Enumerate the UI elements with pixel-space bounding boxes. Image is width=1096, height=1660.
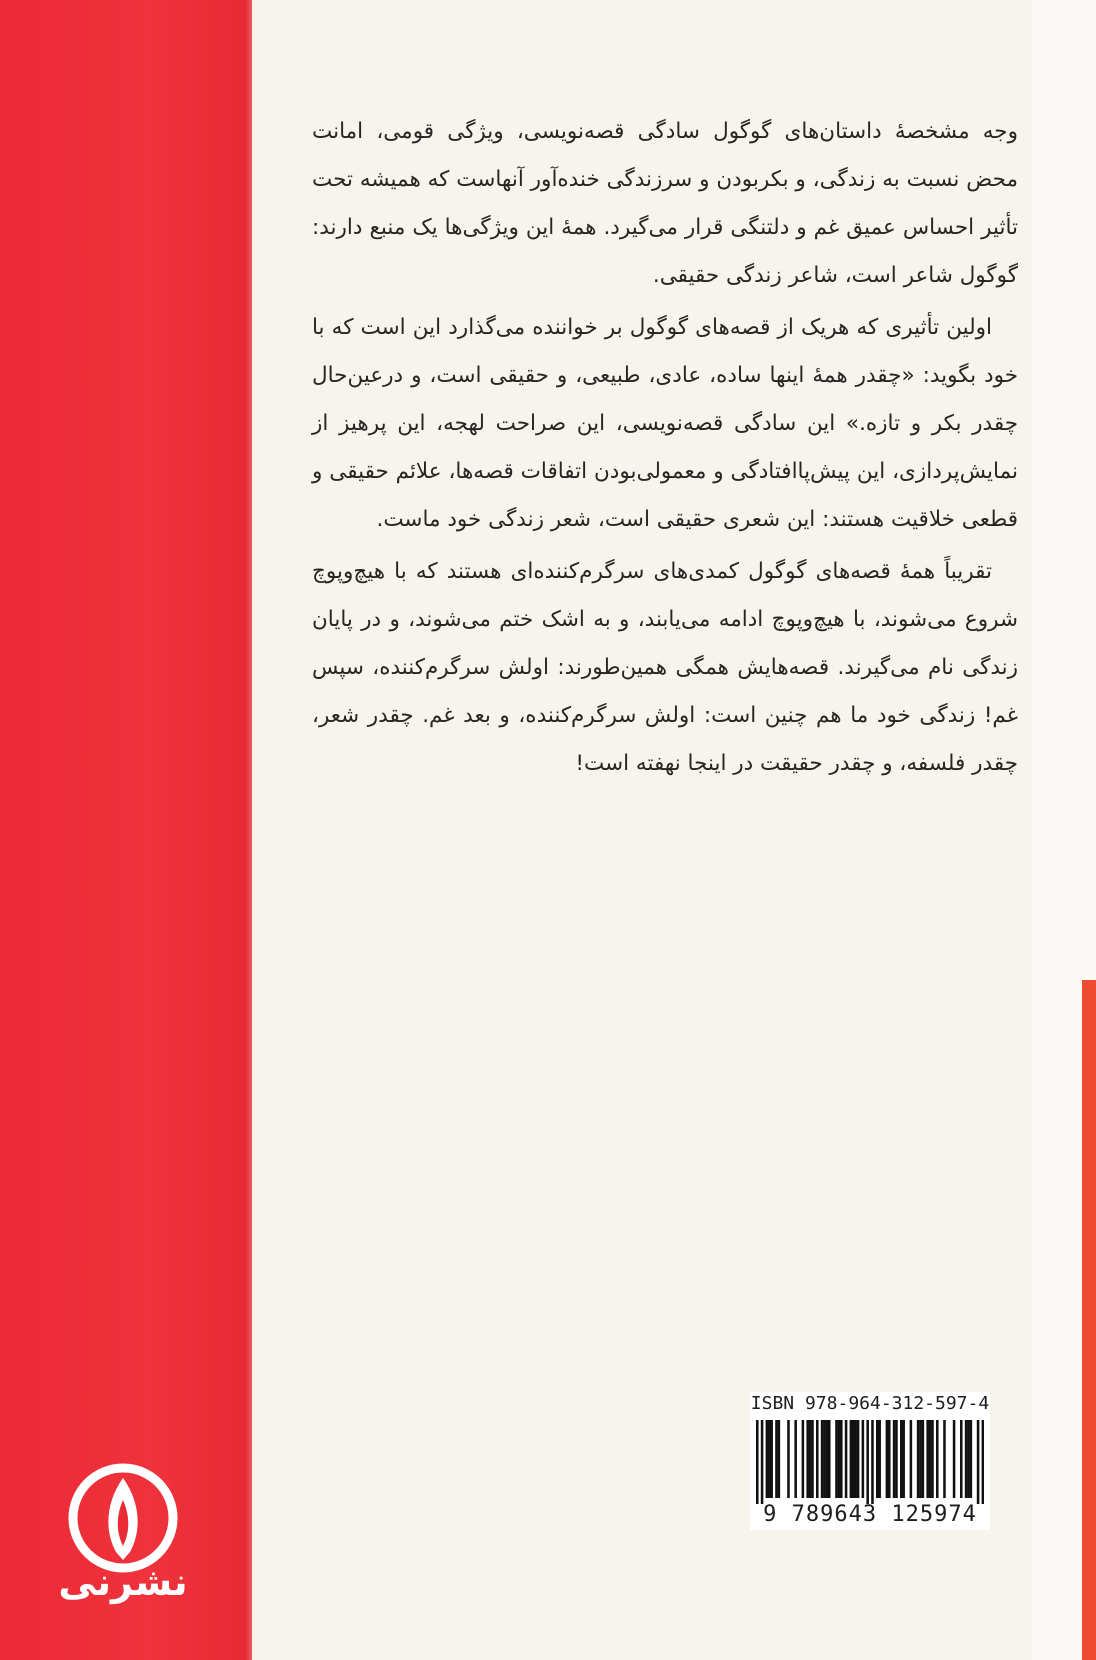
barcode-bar bbox=[854, 1420, 857, 1498]
barcode-bar bbox=[902, 1420, 905, 1498]
barcode-bar bbox=[922, 1420, 925, 1498]
barcode-bar bbox=[929, 1420, 932, 1498]
barcode-bar bbox=[756, 1420, 759, 1504]
barcode-bar bbox=[768, 1420, 771, 1498]
barcode-bar bbox=[919, 1420, 922, 1498]
barcode-bar bbox=[926, 1420, 929, 1498]
barcode-bar bbox=[775, 1420, 778, 1498]
barcode-bar bbox=[878, 1420, 881, 1498]
barcode-bar bbox=[917, 1420, 920, 1498]
barcode-bar bbox=[766, 1420, 769, 1498]
barcode-bar bbox=[850, 1420, 853, 1498]
barcode-bar bbox=[895, 1420, 898, 1498]
blurb-paragraph-2: اولین تأثیری که هریک از قصه‌های گوگول بر خواننده می‌گذارد این است که با خود بگوید: «چقدر همهٔ اینها ساده، عادی، طبیعی، و حقیقی است، و درعین‌حال چقدر بکر و تازه.» این سادگی قصه‌نویسی، این صراحت لهجه، این پرهیز از نمایش‌پردازی، این پیش‌پاافتادگی و معمولی‌بودن اتفاقات قصه‌ها، علائم حقیقی و قطعی خلاقیت هستند: این شعری حقیقی است، شعر زندگی خود ماست. bbox=[312, 315, 1018, 532]
barcode-bar bbox=[806, 1420, 809, 1498]
barcode-bar bbox=[871, 1420, 874, 1504]
barcode-bar bbox=[794, 1420, 797, 1498]
blurb-text bbox=[312, 108, 1018, 792]
barcode-bar bbox=[840, 1420, 843, 1498]
barcode-bar bbox=[823, 1420, 826, 1498]
barcode-bar bbox=[761, 1420, 764, 1504]
barcode-bar bbox=[770, 1420, 773, 1498]
barcode-bar bbox=[888, 1420, 891, 1498]
barcode-bar bbox=[977, 1420, 980, 1504]
barcode-bar bbox=[886, 1420, 889, 1498]
blurb-paragraph-3: تقریباً همهٔ قصه‌های گوگول کمدی‌های سرگرم‌کننده‌ای هستند که با هیچ‌وپوچ شروع می‌شوند، با هیچ‌وپوچ ادامه می‌یابند، و به اشک ختم می‌شوند، و در پایان زندگی نام می‌گیرند. قصه‌هایش همگی همین‌طورند: اولش سرگرم‌کننده، سپس غم! زندگی خود ما هم چنین است: اولش سرگرم‌کننده، و بعد غم. چقدر شعر، چقدر فلسفه، و چقدر حقیقت در اینجا نهفته است! bbox=[312, 559, 1018, 776]
cover-red-band bbox=[0, 0, 252, 1660]
barcode-bar bbox=[826, 1420, 829, 1498]
barcode-bar bbox=[809, 1420, 812, 1498]
barcode-bar bbox=[821, 1420, 824, 1498]
barcode-bar bbox=[852, 1420, 855, 1498]
barcode-bar bbox=[835, 1420, 838, 1498]
barcode-bar bbox=[802, 1420, 805, 1498]
barcode-bar bbox=[943, 1420, 946, 1498]
barcode-bar bbox=[910, 1420, 913, 1498]
barcode-bar bbox=[862, 1420, 865, 1498]
barcode-bar bbox=[965, 1420, 968, 1498]
barcode-bar bbox=[936, 1420, 939, 1498]
barcode-bar bbox=[931, 1420, 934, 1498]
barcode-bar bbox=[816, 1420, 819, 1498]
barcode-bar bbox=[857, 1420, 860, 1498]
barcode-digits: 9 789643 125974 bbox=[763, 1502, 977, 1527]
barcode-bar bbox=[953, 1420, 956, 1498]
barcode-bars bbox=[756, 1420, 984, 1504]
edge-color-mark bbox=[1082, 980, 1096, 1660]
barcode-bar bbox=[838, 1420, 841, 1498]
barcode-bar bbox=[787, 1420, 790, 1498]
isbn-barcode bbox=[750, 1392, 990, 1530]
isbn-label: ISBN 978-964-312-597-4 bbox=[750, 1393, 990, 1414]
barcode-bar bbox=[960, 1420, 963, 1498]
barcode-bar bbox=[970, 1420, 973, 1498]
barcode-bar bbox=[900, 1420, 903, 1498]
blurb-paragraph-1: وجه مشخصهٔ داستان‌های گوگول سادگی قصه‌نویسی، ویژگی قومی، امانت محض نسبت به زندگی، و بکربودن و سرزندگی خنده‌آور آنهاست که همیشه تحت تأثیر احساس عمیق غم و دلتنگی قرار می‌گیرد. همهٔ این ویژگی‌ها یک منبع دارند: گوگول شاعر است، شاعر زندگی حقیقی. bbox=[312, 119, 1018, 288]
publisher-name: نشرنی bbox=[58, 1560, 188, 1604]
barcode-bar bbox=[866, 1420, 869, 1504]
barcode-bar bbox=[778, 1420, 781, 1498]
barcode-bar bbox=[876, 1420, 879, 1498]
barcode-bar bbox=[893, 1420, 896, 1498]
barcode-bar bbox=[845, 1420, 848, 1498]
barcode-bar bbox=[828, 1420, 831, 1498]
barcode-bar bbox=[967, 1420, 970, 1498]
barcode-bar bbox=[982, 1420, 984, 1504]
barcode-bar bbox=[811, 1420, 814, 1498]
